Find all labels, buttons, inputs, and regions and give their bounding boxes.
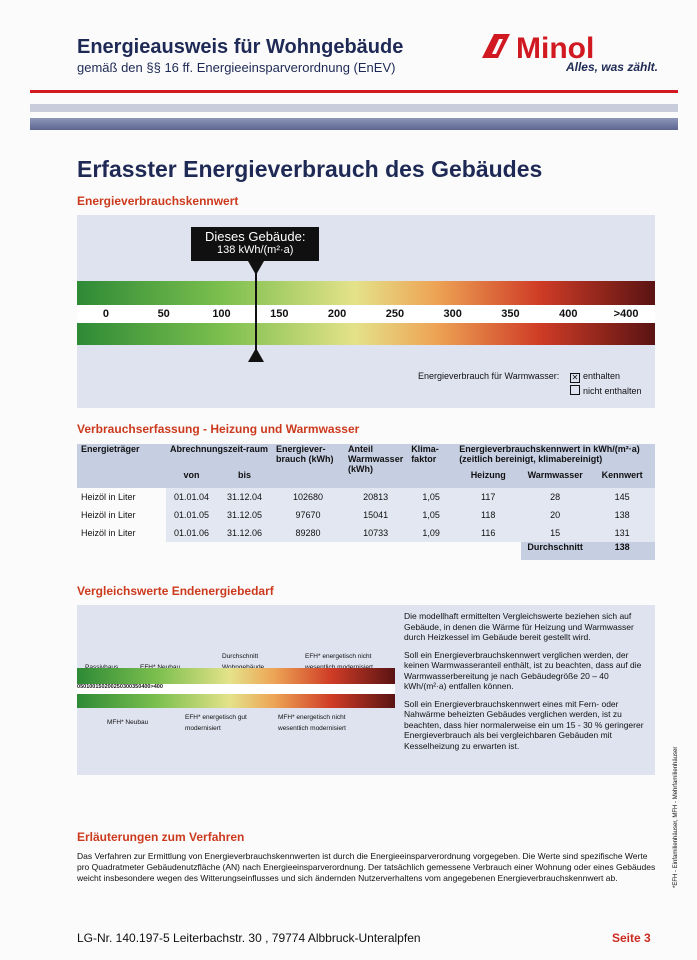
sidenote	[668, 720, 680, 890]
scale-tick-label: >400	[150, 684, 163, 690]
scale-bar-bottom	[77, 323, 655, 345]
ww-option-enthalten[interactable]: ✕ enthalten	[571, 371, 621, 382]
document-title: Energieausweis für Wohngebäude	[77, 36, 404, 58]
header-kennwert-group: Energieverbrauchskennwert in kWh/(m²·a) (zeitlich bereinigt, klimabereinigt)	[459, 444, 640, 464]
scale-tick-label: 250	[113, 684, 123, 690]
section-title-erlaeuterung: Erläuterungen zum Verfahren	[77, 830, 245, 844]
scale-tick-label: 50	[80, 684, 87, 690]
building-marker	[191, 227, 319, 261]
header-stripe-dark	[30, 118, 678, 130]
sidenote-text: *EFH - Einfamilienhäuser, MFH - Mehrfamilienhäuser	[673, 746, 679, 888]
header-divider	[30, 90, 678, 93]
consumption-table	[77, 444, 655, 560]
header-energietraeger: Energieträger	[81, 444, 140, 454]
procedure-explanation: Das Verfahren zur Ermittlung von Energieverbrauchskennwerten ist durch die Energieeinsparverordnung vorgegeben. Die Werte sind spezifische Werte pro Quadratmeter Gebäudenutzfläche (AN) nach Energieeinsparverordnung. Der tatsächlich gemessene Verbrauch einer Wohnung oder eines Gebäudes weicht insbesondere wegen des Witterungseinflusses und sich ändernden Nutzerverhaltens vom angegebenen Energieverbrauchskennwert ab.	[77, 851, 656, 883]
header-anteil-ww: Anteil Warmwasser (kWh)	[348, 444, 404, 474]
table-row: Heizöl in Liter 01.01.04 31.12.04 102680 20813 1,05 117 28 145	[77, 488, 655, 506]
label-efh-nicht-modernisiert: EFH* energetisch nicht	[305, 653, 372, 660]
scale-tick-label: 200	[327, 308, 347, 320]
marker-value: 138 kWh/(m²·a)	[217, 244, 294, 256]
scale-tick-label: 100	[212, 308, 231, 320]
section-title-verbrauch: Verbrauchserfassung - Heizung und Warmwasser	[77, 422, 360, 436]
header-warmwasser: Warmwasser	[527, 470, 583, 480]
scale-ticks	[77, 305, 655, 323]
average-label: Durchschnitt	[521, 542, 589, 560]
table-row: Heizöl in Liter 01.01.06 31.12.06 89280 10733 1,09 116 15 131	[77, 524, 655, 542]
label-mfh-nicht-modernisiert: MFH* energetisch nicht wesentlich modernisiert	[278, 714, 346, 732]
header-von: von	[183, 470, 200, 480]
label-efh-gut-modernisiert: EFH* energetisch gut modernisiert	[185, 714, 247, 732]
header-bis: bis	[237, 470, 251, 480]
scale-tick-label: 0	[102, 308, 109, 320]
scale-tick-label: 100	[86, 684, 96, 690]
slogan: Alles, was zählt.	[565, 60, 658, 74]
header-stripe-light	[30, 104, 678, 112]
scale-tick-label: 150	[270, 308, 289, 320]
header-abrechnung: Abrechnungszeit-raum	[170, 444, 269, 454]
ww-option-nicht-enthalten[interactable]: nicht enthalten	[570, 385, 642, 396]
scale-tick-label: 200	[104, 684, 114, 690]
footer-address: LG-Nr. 140.197-5 Leiterbachstr. 30 , 79774 Albbruck-Unteralpfen	[77, 931, 421, 945]
header-kennwert: Kennwert	[601, 470, 643, 480]
marker-arrow-down-icon	[248, 261, 264, 275]
scale-tick-label: 300	[443, 308, 462, 320]
paragraph: Die modellhaft ermittelten Vergleichswerte beziehen sich auf Gebäude, in denen die Wärme für Heizung und Warmwasser durch Heizkessel im Gebäude bereit gestellt wird.	[404, 611, 634, 642]
comparison-explanation	[404, 611, 650, 751]
scale-tick-label: 400	[141, 684, 151, 690]
header-energieverbrauch: Energiever-brauch (kWh)	[276, 444, 334, 464]
label-durchschnitt: Durchschnitt	[222, 653, 259, 660]
logo-text: Minol	[516, 32, 595, 62]
scale-tick-label: 50	[157, 308, 170, 320]
scale-tick-label: 350	[501, 308, 520, 320]
scale-tick-label: 350	[132, 684, 142, 690]
average-value: 138	[589, 542, 655, 560]
comparison-ticks	[77, 684, 395, 694]
page-heading: Erfasster Energieverbrauch des Gebäudes	[77, 156, 543, 182]
checkbox-checked-icon[interactable]: ✕	[571, 373, 579, 382]
comparison-scale-top	[77, 668, 395, 684]
section-title-vergleich: Vergleichswerte Endenergiebedarf	[77, 584, 274, 598]
average-row	[77, 542, 655, 560]
scale-tick-label: 250	[385, 308, 405, 320]
header-klimafaktor: Klima-faktor	[411, 444, 439, 464]
table-row: Heizöl in Liter 01.01.05 31.12.05 97670 15041 1,05 118 20 138	[77, 506, 655, 524]
scale-tick-label: >400	[613, 308, 639, 320]
page-number: Seite 3	[612, 931, 651, 945]
paragraph: Soll ein Energieverbrauchskennwert eines mit Fern- oder Nahwärme beheizten Gebäudes verglichen werden, ist zu beachten, dass hier normalerweise ein um 15 - 30 % geringerer Energieverbrauch als bei vergleichbaren Gebäuden mit Kesselheizung zu erwarten ist.	[404, 698, 644, 751]
scale-tick-label: 300	[122, 684, 133, 690]
scale-tick-label: 150	[95, 684, 105, 690]
scale-tick-label: 400	[559, 308, 578, 320]
header-heizung: Heizung	[470, 470, 506, 480]
label-mfh-neubau: MFH* Neubau	[107, 719, 149, 726]
scale-tick-label: 0	[77, 684, 81, 690]
marker-arrow-up-icon	[248, 348, 264, 362]
warmwasser-label: Energieverbrauch für Warmwasser:	[418, 371, 560, 381]
document-subtitle: gemäß den §§ 16 ff. Energieeinsparverordnung (EnEV)	[77, 60, 396, 75]
minol-logo	[480, 32, 660, 62]
marker-label: Dieses Gebäude:	[205, 229, 306, 244]
comparison-scale-bottom	[77, 694, 395, 708]
checkbox-empty-icon[interactable]	[570, 385, 580, 395]
marker-line	[255, 261, 257, 357]
scale-bar-top	[77, 281, 655, 305]
section-title-kennwert: Energieverbrauchskennwert	[77, 194, 239, 208]
paragraph: Soll ein Energieverbrauchskennwert verglichen werden, der keinen Warmwasseranteil enthält, ist zu beachten, dass auf die Warmwasserbereitung je nach Gebäudegröße 20 – 40 kWh/(m²·a) entfallen können.	[404, 649, 642, 691]
